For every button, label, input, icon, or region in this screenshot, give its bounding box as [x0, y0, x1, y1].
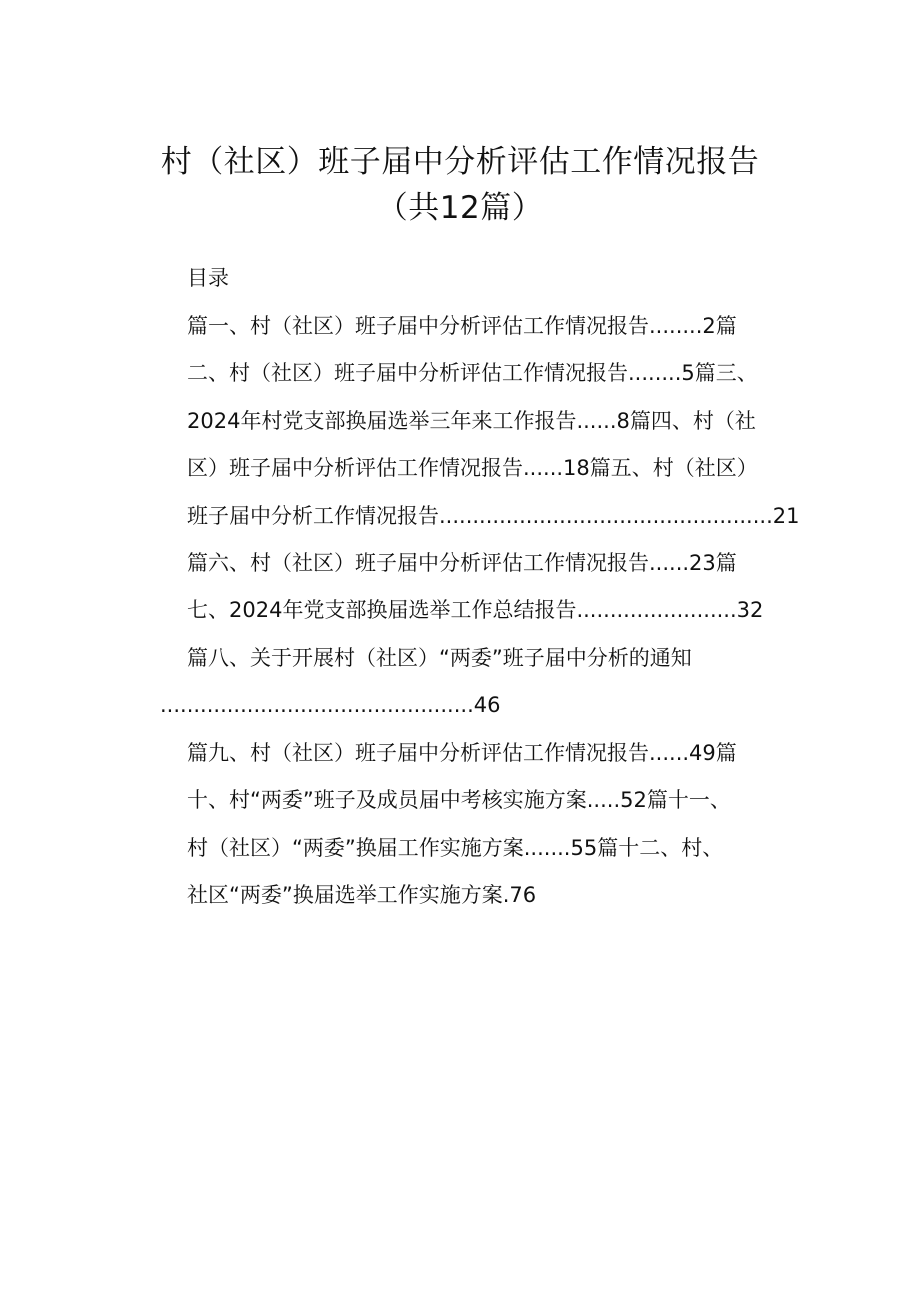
document-title: 村（社区）班子届中分析评估工作情况报告: [160, 144, 760, 180]
toc-line: 二、村（社区）班子届中分析评估工作情况报告........5篇三、: [187, 361, 758, 385]
toc-line: 篇六、村（社区）班子届中分析评估工作情况报告......23篇: [187, 551, 737, 575]
toc-line: 七、2024年党支部换届选举工作总结报告........................32: [187, 598, 764, 622]
toc-line: 十、村“两委”班子及成员届中考核实施方案.....52篇十一、: [187, 788, 731, 812]
toc-line: 篇九、村（社区）班子届中分析评估工作情况报告......49篇: [187, 741, 737, 765]
toc-line: 篇一、村（社区）班子届中分析评估工作情况报告........2篇: [187, 314, 737, 338]
toc-heading: 目录: [187, 266, 229, 290]
toc-line: 班子届中分析工作情况报告..................................................21: [187, 504, 800, 528]
toc-line: 社区“两委”换届选举工作实施方案.76: [187, 883, 537, 907]
toc-line: 2024年村党支部换届选举三年来工作报告......8篇四、村（社: [187, 409, 756, 433]
toc-line: 篇八、关于开展村（社区）“两委”班子届中分析的通知: [187, 646, 692, 670]
toc-line: 区）班子届中分析评估工作情况报告......18篇五、村（社区）: [187, 456, 758, 480]
document-subtitle: （共12篇）: [376, 190, 544, 226]
toc-line: ...............................................46: [160, 693, 501, 717]
toc-line: 村（社区）“两委”换届工作实施方案.......55篇十二、村、: [187, 836, 724, 860]
